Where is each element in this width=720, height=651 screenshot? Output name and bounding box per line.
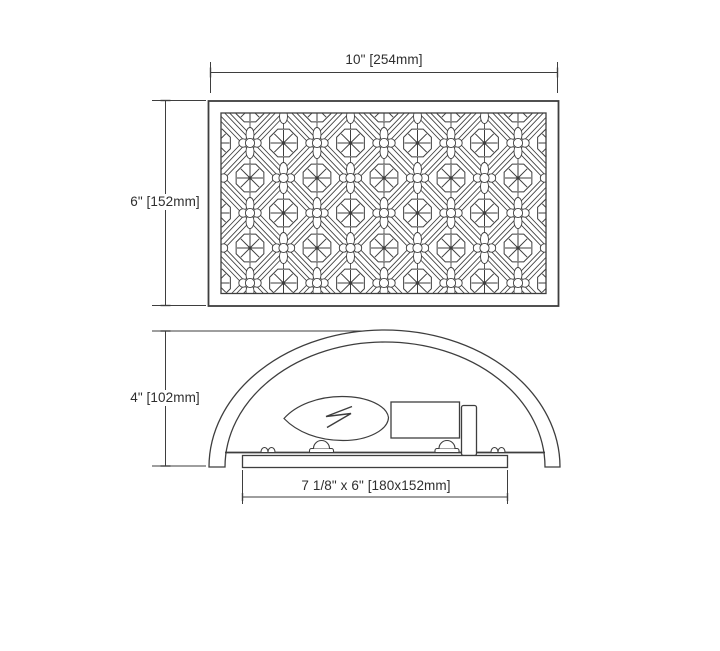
candle-bulb — [284, 397, 389, 441]
mounting-bracket — [462, 406, 477, 456]
clip-left — [310, 441, 334, 453]
profile-depth-dimension-label: 4" [102mm] — [127, 390, 203, 406]
front-height-dimension-label: 6" [152mm] — [127, 194, 203, 210]
lamp-socket — [391, 402, 460, 438]
front-width-dimension-label: 10" [254mm] — [342, 52, 425, 68]
backplate-dimension-label: 7 1/8" x 6" [180x152mm] — [298, 478, 453, 494]
crystal-pattern-panel — [221, 113, 546, 294]
clip-right — [435, 441, 459, 453]
arch-shade-outline — [209, 330, 560, 467]
screw-right — [491, 448, 505, 453]
backplate — [243, 456, 508, 468]
screw-left — [261, 448, 275, 453]
front-view — [152, 62, 559, 306]
